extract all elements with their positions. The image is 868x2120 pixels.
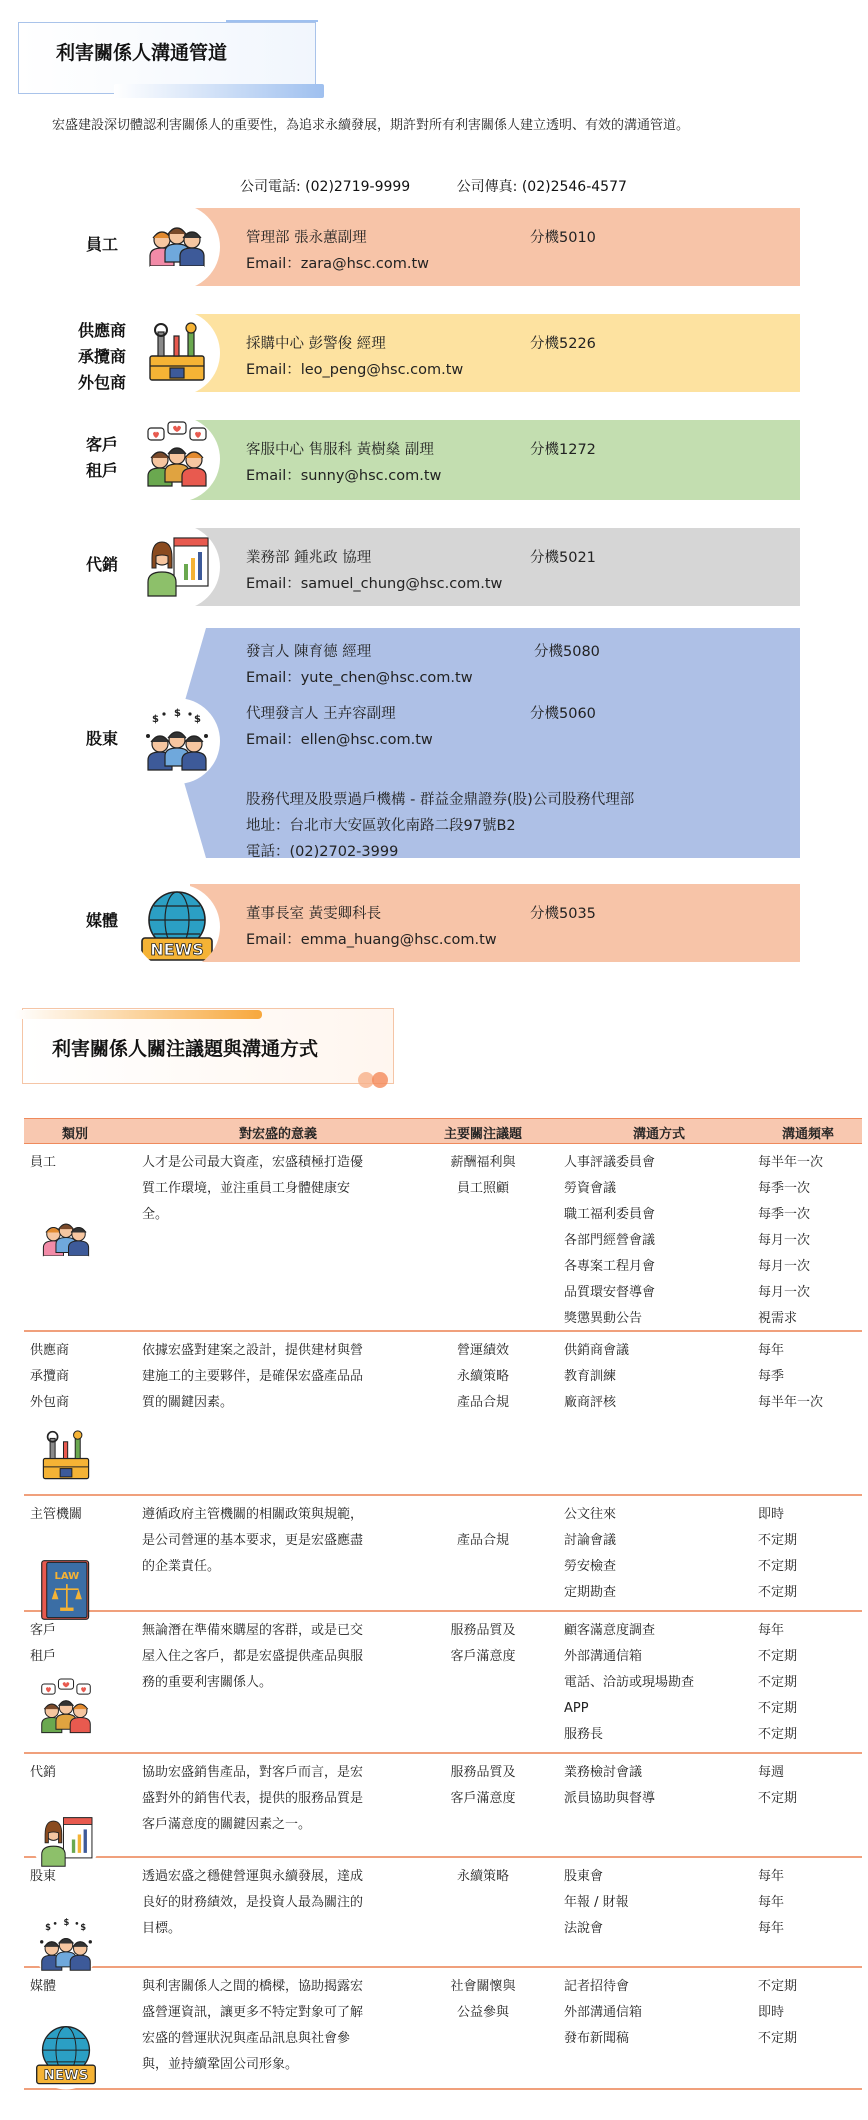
frequency-line: 每年 xyxy=(758,1921,785,1936)
meaning-line: 無論潛在準備來購屋的客群，或是已交 xyxy=(142,1623,364,1638)
svg-text:$: $ xyxy=(152,714,159,725)
meaning-line: 宏盛的營運狀況與產品訊息與社會參 xyxy=(142,2031,351,2046)
section-title: 利害關係人溝通管道 xyxy=(56,42,228,64)
category-line: 客戶 xyxy=(30,1623,57,1638)
method-line: 定期勘查 xyxy=(564,1585,617,1600)
meaning-line: 務的重要利害關係人。 xyxy=(142,1675,273,1690)
contact-email: Email：zara@hsc.com.tw xyxy=(246,256,430,272)
method-line: 廠商評核 xyxy=(564,1395,617,1410)
frequency-line: 每季一次 xyxy=(758,1207,811,1222)
frequency-line: 不定期 xyxy=(758,1559,798,1574)
svg-text:$: $ xyxy=(80,1922,87,1933)
issue-line: 永續策略 xyxy=(456,1369,509,1384)
row-issues xyxy=(428,1338,538,1416)
issue-line: 員工照顧 xyxy=(456,1181,509,1196)
contact-extension: 分機5010 xyxy=(530,230,596,246)
company-fax: 公司傳真: (02)2546-4577 xyxy=(456,179,627,195)
row-meaning xyxy=(142,1150,414,1228)
meaning-line: 遵循政府主管機關的相關政策與規範， xyxy=(142,1507,364,1522)
meaning-line: 全。 xyxy=(142,1207,169,1222)
meaning-line: 良好的財務績效，是投資人最為關注的 xyxy=(142,1895,364,1910)
category-line: 媒體 xyxy=(30,1979,57,1994)
contact-extension: 分機5021 xyxy=(530,550,596,566)
meaning-line: 客戶滿意度的關鍵因素之一。 xyxy=(142,1817,312,1832)
frequency-line: 不定期 xyxy=(758,1727,798,1742)
header-accent-line xyxy=(226,20,318,22)
tools-icon xyxy=(134,310,220,396)
table-header xyxy=(24,1118,862,1144)
row-category xyxy=(30,1150,120,1176)
channel-label xyxy=(60,232,144,258)
issue-line xyxy=(428,1502,538,1528)
row-methods xyxy=(564,1502,754,1606)
row-meaning xyxy=(142,1618,414,1696)
channel-row xyxy=(0,628,868,858)
contact-name: 董事長室 黃雯卿科長 xyxy=(246,906,382,922)
header-bar xyxy=(114,84,324,98)
channel-band xyxy=(190,528,800,606)
agency-line: 股務代理及股票過戶機構 - 群益金鼎證券(股)公司股務代理部 xyxy=(246,792,635,808)
method-line: 供銷商會議 xyxy=(564,1343,630,1358)
method-line: 業務檢討會議 xyxy=(564,1765,643,1780)
svg-text:$: $ xyxy=(174,708,181,719)
category-line: 承攬商 xyxy=(30,1369,70,1384)
row-methods xyxy=(564,1974,754,2052)
section-header-issues xyxy=(14,1000,400,1092)
header-dot xyxy=(372,1072,388,1088)
row-category xyxy=(30,1760,120,1786)
meaning-line: 質的關鍵因素。 xyxy=(142,1395,234,1410)
frequency-line: 不定期 xyxy=(758,1533,798,1548)
contact-name: 代理發言人 王卉容副理 xyxy=(246,706,396,722)
method-line: 勞安檢查 xyxy=(564,1559,617,1574)
contact-name: 發言人 陳育德 經理 xyxy=(246,644,372,660)
meaning-line: 人才是公司最大資產，宏盛積極打造優 xyxy=(142,1155,364,1170)
company-phone: 公司電話: (02)2719-9999 xyxy=(240,179,411,195)
method-line: 各部門經營會議 xyxy=(564,1233,656,1248)
method-line: 顧客滿意度調查 xyxy=(564,1623,656,1638)
method-line: 討論會議 xyxy=(564,1533,617,1548)
channel-row xyxy=(0,528,868,606)
frequency-line: 即時 xyxy=(758,1507,785,1522)
row-meaning xyxy=(142,1974,414,2078)
tools-icon xyxy=(30,1420,102,1492)
channel-label xyxy=(60,432,144,484)
meaning-line: 建施工的主要夥伴，是確保宏盛產品品 xyxy=(142,1369,364,1384)
channel-label-line: 承攬商 xyxy=(77,347,126,366)
header-meaning: 對宏盛的意義 xyxy=(238,1127,317,1142)
contact-email: Email：leo_peng@hsc.com.tw xyxy=(246,362,464,378)
frequency-line: 每年 xyxy=(758,1343,785,1358)
method-line: 勞資會議 xyxy=(564,1181,617,1196)
contact-extension: 分機1272 xyxy=(530,442,596,458)
contact-name: 採購中心 彭警俊 經理 xyxy=(246,336,386,352)
issues-table xyxy=(24,1118,862,2090)
news-globe-icon xyxy=(134,884,220,970)
contact-extension: 分機5060 xyxy=(530,706,596,722)
method-line: 教育訓練 xyxy=(564,1369,617,1384)
frequency-line: 每年 xyxy=(758,1895,785,1910)
header-bar xyxy=(14,1010,262,1019)
section-title: 利害關係人關注議題與溝通方式 xyxy=(52,1038,319,1060)
category-line: 供應商 xyxy=(30,1343,70,1358)
issue-line: 產品合規 xyxy=(456,1395,509,1410)
issue-line: 公益參與 xyxy=(456,2005,509,2020)
contact-name: 客服中心 售服科 黃樹燊 副理 xyxy=(246,442,434,458)
method-line: 各專案工程月會 xyxy=(564,1259,656,1274)
channel-label-line: 外包商 xyxy=(77,373,126,392)
table-row xyxy=(24,1968,862,2090)
svg-text:NEWS: NEWS xyxy=(150,940,204,959)
svg-text:$: $ xyxy=(45,1922,51,1933)
table-row xyxy=(24,1612,862,1754)
row-meaning xyxy=(142,1864,414,1942)
method-line: 年報 / 財報 xyxy=(564,1895,629,1910)
table-row xyxy=(24,1332,862,1496)
category-line: 外包商 xyxy=(30,1395,70,1410)
header-issues: 主要關注議題 xyxy=(443,1127,522,1142)
table-row xyxy=(24,1858,862,1968)
meaning-line: 質工作環境，並注重員工身體健康安 xyxy=(142,1181,351,1196)
svg-text:LAW: LAW xyxy=(54,1571,80,1583)
frequency-line: 每季一次 xyxy=(758,1181,811,1196)
channel-label-line: 股東 xyxy=(85,729,118,748)
frequency-line: 每季 xyxy=(758,1369,785,1384)
header-frequency: 溝通頻率 xyxy=(781,1127,834,1142)
employees-icon xyxy=(30,1204,102,1276)
channel-label xyxy=(60,552,144,578)
row-frequency xyxy=(758,1760,858,1812)
channel-label-line: 員工 xyxy=(85,235,118,254)
row-frequency xyxy=(758,1864,858,1942)
row-issues xyxy=(428,1760,538,1812)
row-frequency xyxy=(758,1618,858,1748)
row-category xyxy=(30,1864,120,1890)
row-methods xyxy=(564,1150,754,1332)
issue-line: 營運績效 xyxy=(456,1343,509,1358)
channel-label xyxy=(60,908,144,934)
row-meaning xyxy=(142,1502,414,1580)
agency-line: 電話：(02)2702-3999 xyxy=(246,844,399,860)
issue-line: 服務品質及 xyxy=(450,1765,516,1780)
method-line: 公文往來 xyxy=(564,1507,617,1522)
method-line: 股東會 xyxy=(564,1869,604,1884)
issue-line: 永續策略 xyxy=(456,1869,509,1884)
meaning-line: 是公司營運的基本要求，更是宏盛應盡 xyxy=(142,1533,364,1548)
row-methods xyxy=(564,1618,754,1748)
customers-icon xyxy=(30,1674,102,1746)
meaning-line: 屋入住之客戶，都是宏盛提供產品與服 xyxy=(142,1649,364,1664)
frequency-line: 不定期 xyxy=(758,1701,798,1716)
issue-line: 客戶滿意度 xyxy=(450,1649,516,1664)
channel-row xyxy=(0,314,868,392)
frequency-line: 視需求 xyxy=(758,1311,798,1326)
row-issues xyxy=(428,1864,538,1890)
frequency-line: 即時 xyxy=(758,2005,785,2020)
contact-email: Email：sunny@hsc.com.tw xyxy=(246,468,442,484)
table-body xyxy=(24,1144,862,2090)
channel-label-line: 供應商 xyxy=(77,321,126,340)
section-header-channels xyxy=(14,14,320,98)
row-methods xyxy=(564,1338,754,1416)
channel-band xyxy=(190,884,800,962)
row-category xyxy=(30,1618,120,1670)
issue-line: 產品合規 xyxy=(456,1533,509,1548)
frequency-line: 不定期 xyxy=(758,1675,798,1690)
channel-band xyxy=(190,420,800,500)
meaning-line: 目標。 xyxy=(142,1921,182,1936)
frequency-line: 不定期 xyxy=(758,1791,798,1806)
category-line: 員工 xyxy=(30,1155,57,1170)
contact-name: 業務部 鍾兆政 協理 xyxy=(246,550,372,566)
row-issues xyxy=(428,1618,538,1670)
category-line: 主管機關 xyxy=(30,1507,83,1522)
table-row xyxy=(24,1144,862,1332)
channel-label-line: 代銷 xyxy=(85,555,118,574)
svg-text:$: $ xyxy=(194,714,201,725)
table-row xyxy=(24,1496,862,1612)
row-meaning xyxy=(142,1338,414,1416)
intro-text: 宏盛建設深切體認利害關係人的重要性，為追求永續發展，期許對所有利害關係人建立透明、有效的溝通管道。 xyxy=(52,118,690,133)
row-methods xyxy=(564,1864,754,1942)
row-meaning xyxy=(142,1760,414,1838)
meaning-line: 盛營運資訊，讓更多不特定對象可了解 xyxy=(142,2005,364,2020)
channel-row xyxy=(0,208,868,286)
channel-band xyxy=(190,208,800,286)
table-row xyxy=(24,1754,862,1858)
frequency-line: 不定期 xyxy=(758,1585,798,1600)
meaning-line: 依據宏盛對建案之設計，提供建材與營 xyxy=(142,1343,364,1358)
row-category xyxy=(30,1974,120,2000)
row-category xyxy=(30,1502,120,1528)
company-contact-line xyxy=(240,176,669,196)
method-line: 電話、洽訪或現場勘查 xyxy=(564,1675,695,1690)
meaning-line: 與，並持續鞏固公司形象。 xyxy=(142,2057,299,2072)
method-line: 法說會 xyxy=(564,1921,604,1936)
issue-line: 服務品質及 xyxy=(450,1623,516,1638)
agent-icon xyxy=(134,524,220,610)
meaning-line: 的企業責任。 xyxy=(142,1559,221,1574)
channel-row xyxy=(0,884,868,962)
contact-email: Email：samuel_chung@hsc.com.tw xyxy=(246,576,503,592)
method-line: 外部溝通信箱 xyxy=(564,2005,643,2020)
agency-line: 地址：台北市大安區敦化南路二段97號B2 xyxy=(246,818,516,834)
frequency-line: 每年 xyxy=(758,1623,785,1638)
frequency-line: 每年 xyxy=(758,1869,785,1884)
method-line: 服務長 xyxy=(564,1727,604,1742)
issue-line: 薪酬福利與 xyxy=(450,1155,516,1170)
frequency-line: 每月一次 xyxy=(758,1285,811,1300)
news-globe-icon xyxy=(30,2020,102,2092)
method-line: 派員協助與督導 xyxy=(564,1791,656,1806)
method-line: APP xyxy=(564,1701,589,1716)
frequency-line: 不定期 xyxy=(758,1979,798,1994)
frequency-line: 每月一次 xyxy=(758,1259,811,1274)
meaning-line: 與利害關係人之間的橋樑，協助揭露宏 xyxy=(142,1979,364,1994)
channel-label-line: 媒體 xyxy=(85,911,118,930)
channel-label-line: 租戶 xyxy=(85,461,118,480)
header-methods: 溝通方式 xyxy=(632,1127,685,1142)
row-frequency xyxy=(758,1338,858,1416)
category-line: 租戶 xyxy=(30,1649,57,1664)
frequency-line: 每月一次 xyxy=(758,1233,811,1248)
method-line: 品質環安督導會 xyxy=(564,1285,656,1300)
contact-extension: 分機5226 xyxy=(530,336,596,352)
method-line: 記者招待會 xyxy=(564,1979,630,1994)
frequency-line: 每半年一次 xyxy=(758,1395,824,1410)
customers-icon xyxy=(134,416,220,502)
method-line: 外部溝通信箱 xyxy=(564,1649,643,1664)
row-frequency xyxy=(758,1150,858,1332)
issue-line: 客戶滿意度 xyxy=(450,1791,516,1806)
method-line: 職工福利委員會 xyxy=(564,1207,656,1222)
method-line: 人事評議委員會 xyxy=(564,1155,656,1170)
frequency-line: 每週 xyxy=(758,1765,785,1780)
row-frequency xyxy=(758,1974,858,2052)
issue-line: 社會關懷與 xyxy=(450,1979,516,1994)
row-issues xyxy=(428,1502,538,1554)
channel-label xyxy=(60,726,144,752)
category-line: 股東 xyxy=(30,1869,57,1884)
svg-text:$: $ xyxy=(63,1917,70,1928)
contact-name: 管理部 張永蕙副理 xyxy=(246,230,367,246)
row-category xyxy=(30,1338,120,1416)
contact-email: Email：emma_huang@hsc.com.tw xyxy=(246,932,497,948)
contact-email: Email：ellen@hsc.com.tw xyxy=(246,732,433,748)
meaning-line: 協助宏盛銷售產品，對客戶而言，是宏 xyxy=(142,1765,364,1780)
contact-extension: 分機5080 xyxy=(534,644,600,660)
frequency-line: 每半年一次 xyxy=(758,1155,824,1170)
frequency-line: 不定期 xyxy=(758,2031,798,2046)
contact-extension: 分機5035 xyxy=(530,906,596,922)
channel-band xyxy=(190,314,800,392)
meaning-line: 盛對外的銷售代表，提供的服務品質是 xyxy=(142,1791,364,1806)
row-frequency xyxy=(758,1502,858,1606)
meaning-line: 透過宏盛之穩健營運與永續發展，達成 xyxy=(142,1869,364,1884)
method-line: 獎懲異動公告 xyxy=(564,1311,643,1326)
header-category: 類別 xyxy=(61,1127,88,1142)
frequency-line: 不定期 xyxy=(758,1649,798,1664)
contact-email: Email：yute_chen@hsc.com.tw xyxy=(246,670,473,686)
channel-label-line: 客戶 xyxy=(85,435,118,454)
row-issues xyxy=(428,1150,538,1202)
channel-label xyxy=(60,318,144,396)
channel-row xyxy=(0,420,868,500)
category-line: 代銷 xyxy=(30,1765,57,1780)
svg-text:NEWS: NEWS xyxy=(43,2068,89,2084)
method-line: 發布新聞稿 xyxy=(564,2031,630,2046)
row-issues xyxy=(428,1974,538,2026)
employees-icon xyxy=(134,204,220,290)
shareholders-icon xyxy=(134,698,220,784)
row-methods xyxy=(564,1760,754,1812)
